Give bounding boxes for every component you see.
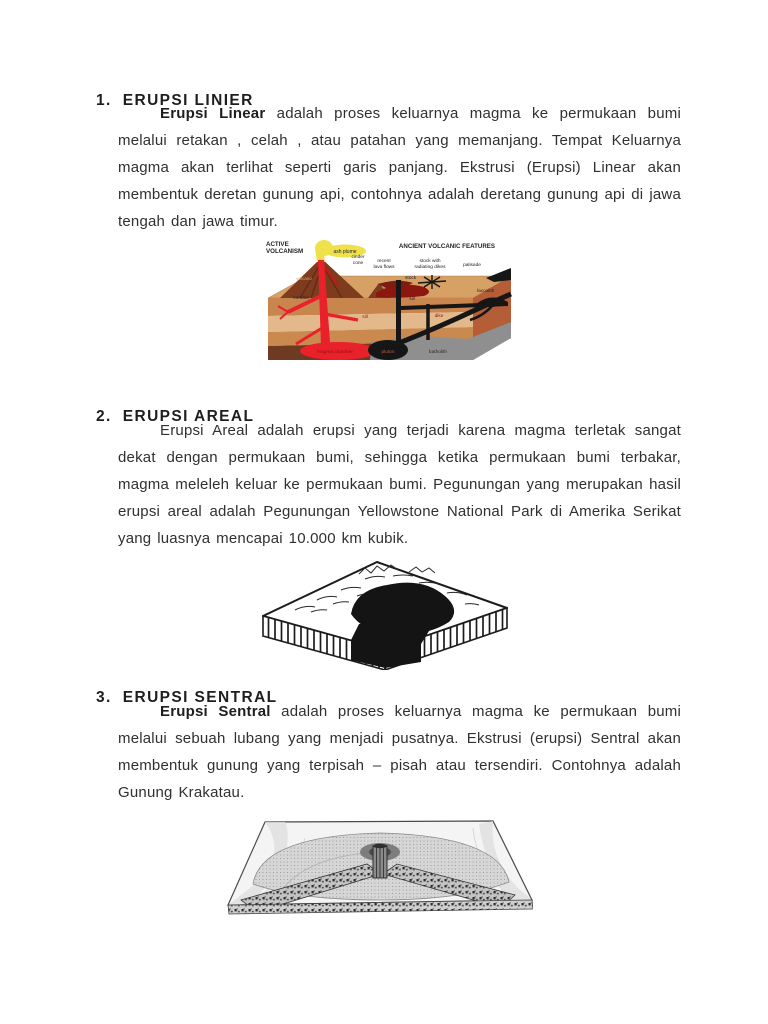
section-3-number: 3. [96, 688, 112, 706]
label-stock-rad-1: stock with [419, 259, 441, 264]
section-2-title: ERUPSI AREAL [122, 407, 255, 425]
label-pluton: pluton [381, 350, 395, 355]
label-lava-1: recent [377, 259, 391, 264]
label-stock-rad-2: radiating dikes [414, 265, 446, 270]
section-3-lead: Erupsi Sentral [160, 703, 271, 720]
section-1-body: adalah proses keluarnya magma ke permukaan bumi melalui retakan , celah , atau patahan yang memanjang. Tempat Keluarnya magma akan terlihat seperti garis panjang. Ekstrusi (Erupsi) Linear akan membentuk deretan gunung api, contohnya adalah deretang gunung api di jawa tengah dan jawa timur. [118, 105, 681, 230]
label-laccolith: laccolith [477, 289, 495, 294]
label-active-2: VOLCANISM [266, 248, 304, 255]
section-3-paragraph [118, 698, 681, 806]
section-1-lead: Erupsi Linear [160, 105, 266, 122]
label-active-1: ACTIVE [266, 241, 289, 248]
stock-shape [396, 280, 401, 344]
section-3-body: adalah proses keluarnya magma ke permukaan bumi melalui sebuah lubang yang menjadi pusatnya. Ekstrusi (erupsi) Sentral akan membentuk gunung yang terpisah – pisah atau tersendiri. Contohnya adalah Gunung Krakatau. [118, 703, 682, 801]
label-cinder-1: cinder [351, 255, 365, 260]
sentral-diagram [227, 812, 533, 919]
section-1-title: ERUPSI LINIER [122, 91, 254, 109]
areal-diagram [259, 552, 511, 670]
vent-pipe [373, 844, 387, 878]
label-conduit: conduit [293, 296, 309, 301]
figure-volcano-cross-section [258, 236, 513, 363]
figure-sentral-dome [227, 812, 533, 919]
section-2-paragraph [118, 417, 681, 552]
label-sill-red: sill [362, 315, 368, 320]
volcano-diagram [258, 236, 513, 363]
section-1-number: 1. [96, 91, 112, 109]
label-lava-2: lava flows [373, 265, 395, 270]
label-sill-black: sill [409, 297, 415, 302]
label-palisade: palisade [463, 263, 481, 268]
label-volcano: volcano [296, 276, 312, 281]
label-batholith: batholith [428, 350, 448, 355]
section-1-paragraph [118, 100, 681, 235]
label-stock: stock [405, 276, 417, 281]
section-3-title: ERUPSI SENTRAL [122, 688, 278, 706]
section-2-number: 2. [96, 407, 112, 425]
label-dike: dike [434, 314, 444, 319]
label-magma-chamber: magma chamber [317, 350, 353, 355]
figure-areal-block [259, 552, 511, 670]
label-cinder-2: cone [352, 261, 364, 266]
label-ash-plume: ash plume [333, 249, 357, 255]
section-2-body: Erupsi Areal adalah erupsi yang terjadi karena magma terletak sangat dekat dengan permukaan bumi, sehingga ketika permukaan bumi terbakar, magma meleleh keluar ke permukaan bumi. Pegunungan yang merupakan hasil erupsi areal adalah Pegunungan Yellowstone National Park di Amerika Serikat yang luasnya mencapai 10.000 km kubik. [118, 422, 681, 547]
label-ancient: ANCIENT VOLCANIC FEATURES [398, 243, 496, 250]
